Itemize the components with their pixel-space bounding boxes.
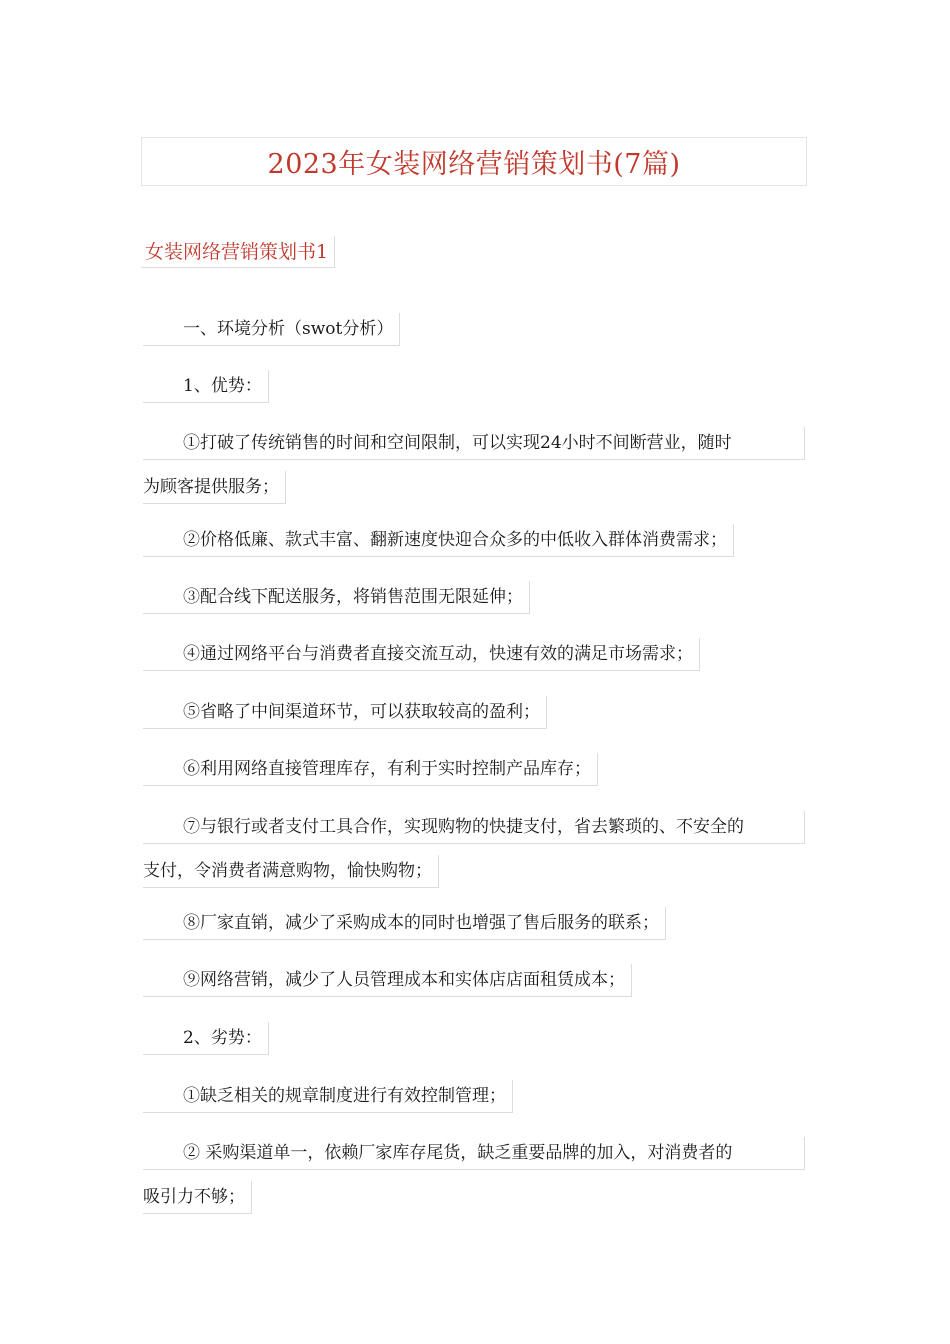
paragraph-weakness-1 (143, 1080, 513, 1113)
paragraph-line: 一、环境分析（swot分析） (143, 313, 400, 346)
paragraph-strength-5 (143, 696, 547, 729)
paragraph-strength-9 (143, 964, 632, 997)
paragraph-line: ②价格低廉、款式丰富、翻新速度快迎合众多的中低收入群体消费需求； (143, 524, 734, 557)
paragraph-strength-2 (143, 524, 734, 557)
paragraph-line: ④通过网络平台与消费者直接交流互动，快速有效的满足市场需求； (143, 638, 700, 671)
document-title: 2023年女装网络营销策划书(7篇) (141, 137, 807, 186)
paragraph-line: 吸引力不够； (143, 1181, 252, 1214)
paragraph-strength-7 (143, 811, 805, 888)
paragraph-line: ⑧厂家直销，减少了采购成本的同时也增强了售后服务的联系； (143, 907, 666, 940)
paragraph-strength-3 (143, 581, 530, 614)
paragraph-weaknesses-heading (143, 1022, 269, 1055)
paragraph-strength-6 (143, 753, 598, 786)
paragraph-strength-4 (143, 638, 700, 671)
paragraph-line: ⑨网络营销，减少了人员管理成本和实体店店面租赁成本； (143, 964, 632, 997)
paragraph-line: 2、劣势： (143, 1022, 269, 1055)
paragraph-line: ⑥利用网络直接管理库存，有利于实时控制产品库存； (143, 753, 598, 786)
paragraph-line: ①缺乏相关的规章制度进行有效控制管理； (143, 1080, 513, 1113)
paragraph-line: ⑦与银行或者支付工具合作，实现购物的快捷支付，省去繁琐的、不安全的 (143, 811, 805, 844)
paragraph-line: ③配合线下配送服务，将销售范围无限延伸； (143, 581, 530, 614)
paragraph-line: 为顾客提供服务； (143, 471, 286, 504)
section-heading: 女装网络营销策划书1 (141, 236, 335, 268)
paragraph-line: ② 采购渠道单一，依赖厂家库存尾货，缺乏重要品牌的加入，对消费者的 (143, 1137, 805, 1170)
paragraph-line: 支付，令消费者满意购物，愉快购物； (143, 855, 439, 888)
paragraph-line: ⑤省略了中间渠道环节，可以获取较高的盈利； (143, 696, 547, 729)
paragraph-line: ①打破了传统销售的时间和空间限制，可以实现24小时不间断营业，随时 (143, 427, 805, 460)
paragraph-line: 1、优势： (143, 370, 269, 403)
paragraph-strengths-heading (143, 370, 269, 403)
paragraph-env-analysis (143, 313, 400, 346)
paragraph-weakness-2 (143, 1137, 805, 1214)
paragraph-strength-1 (143, 427, 805, 504)
paragraph-strength-8 (143, 907, 666, 940)
